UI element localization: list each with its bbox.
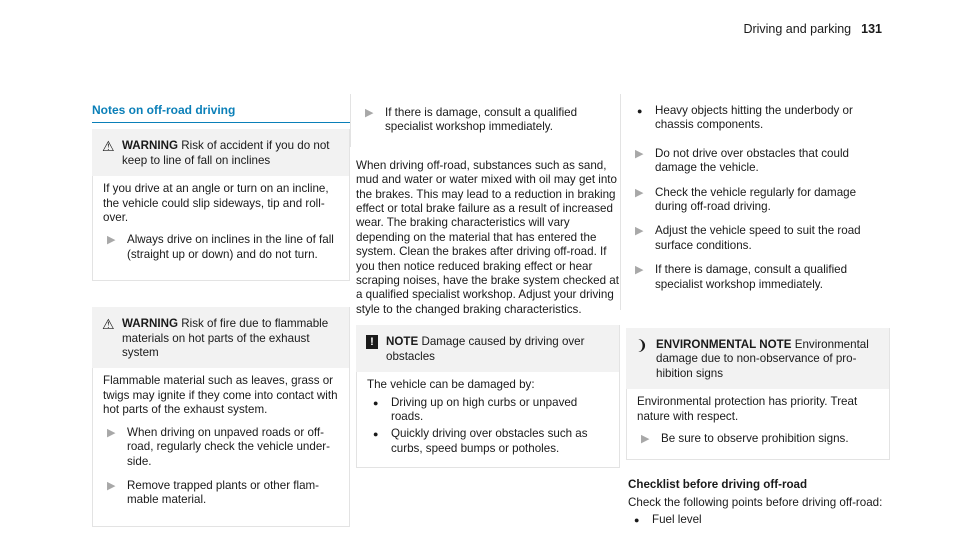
environmental-note-box xyxy=(626,328,890,459)
note-body: The vehicle can be damaged by: xyxy=(367,378,535,392)
page-header xyxy=(743,22,882,36)
step-item: ▶ When driving on unpaved roads or off-road, regularly check the vehicle under-side. xyxy=(107,425,330,468)
step-item: ▶ Do not drive over obstacles that could damage the vehicle. xyxy=(635,146,849,175)
bullet-dot-icon: ● xyxy=(373,429,379,440)
env-text: Environmental damage due to non-observance of pro-hibition signs xyxy=(656,338,869,380)
warning-body: If you drive at an angle or turn on an incline, the vehicle could slip sideways, tip and roll-over. xyxy=(103,182,329,225)
warning-box-fire xyxy=(92,307,350,526)
list-item: ● Driving up on high curbs or unpaved roads. xyxy=(367,396,609,425)
list-item: ● Heavy objects hitting the underbody or chassis components. xyxy=(631,104,880,133)
note-box-obstacles xyxy=(356,325,620,468)
step-item: ▶ If there is damage, consult a qualified specialist workshop immediately. xyxy=(365,106,578,134)
header-title: Driving and parking xyxy=(743,22,852,36)
step-item: ▶ If there is damage, consult a qualified specialist workshop immediately. xyxy=(635,263,848,291)
note-text: Damage caused by driving over obstacles xyxy=(386,335,585,363)
step-item: ▶ Check the vehicle regularly for damage during off-road driving. xyxy=(635,185,857,214)
brake-paragraph: When driving off-road, substances such as sand, mud and water or water mixed with oil may get into the brakes. This may lead to a reduction in braking effect or total brake failure as a result of increased wear. The braking characteristics will vary depending on the material that has entered the system. Clean the brakes after driving off-road. If you then notice reduced braking effect or hear scraping noises, have the brake system checked at a qualified specialist workshop. Adjust your driving style to the changed braking characteristics. xyxy=(356,158,619,316)
warning-text: Risk of fire due to flammable materials on hot parts of the exhaust system xyxy=(122,317,329,360)
step-item: ▶ Adjust the vehicle speed to suit the road surface conditions. xyxy=(635,224,861,252)
environmental-leaf-icon: ❩ xyxy=(636,337,648,354)
bullet-dot-icon: ● xyxy=(373,397,379,408)
list-item: ● Fuel level xyxy=(628,513,890,527)
bullet-dot-icon: ● xyxy=(637,106,643,116)
arrow-right-icon: ▶ xyxy=(635,225,644,238)
arrow-right-icon: ▶ xyxy=(107,426,116,439)
continued-note-list xyxy=(620,94,890,310)
warning-body: Flammable material such as leaves, grass or twigs may ignite if they come into contact with hot parts of the exhaust system. xyxy=(103,374,338,417)
step-item: ▶ Always drive on inclines in the line of fall (straight up or down) and do not turn. xyxy=(107,233,334,261)
warning-box-inclines xyxy=(92,129,350,281)
arrow-right-icon: ▶ xyxy=(641,433,650,446)
arrow-right-icon: ▶ xyxy=(635,186,644,199)
env-body: Environmental protection has priority. Treat nature with respect. xyxy=(637,395,858,423)
env-label: ENVIRONMENTAL NOTE xyxy=(656,338,792,352)
arrow-right-icon: ▶ xyxy=(107,479,116,492)
bullet-dot-icon: ● xyxy=(634,515,640,526)
arrow-right-icon: ▶ xyxy=(635,264,644,277)
column-2 xyxy=(350,94,620,484)
warning-triangle-icon: ⚠ xyxy=(102,316,115,333)
warning-text: Risk of accident if you do not keep to line of fall on inclines xyxy=(122,139,330,167)
arrow-right-icon: ▶ xyxy=(635,147,644,160)
arrow-right-icon: ▶ xyxy=(107,234,116,247)
note-label: NOTE xyxy=(386,335,419,349)
step-item: ▶ Be sure to observe prohibition signs. xyxy=(641,432,849,446)
list-item: ● Quickly driving over obstacles such as curbs, speed bumps or potholes. xyxy=(367,427,609,456)
arrow-right-icon: ▶ xyxy=(365,107,374,119)
exclamation-icon: ! xyxy=(366,335,378,349)
page-number: 131 xyxy=(861,22,882,36)
section-title: Notes on off-road driving xyxy=(92,103,350,123)
warning-label: WARNING xyxy=(122,139,179,153)
checklist-title: Checklist before driving off-road xyxy=(628,477,808,491)
continued-step-block xyxy=(350,94,620,147)
checklist-intro: Check the following points before driving off-road: xyxy=(628,495,883,509)
column-3 xyxy=(620,94,890,531)
column-1 xyxy=(92,103,350,543)
warning-label: WARNING xyxy=(122,317,179,331)
warning-triangle-icon: ⚠ xyxy=(102,138,115,155)
step-item: ▶ Remove trapped plants or other flam-mable material. xyxy=(107,478,320,507)
